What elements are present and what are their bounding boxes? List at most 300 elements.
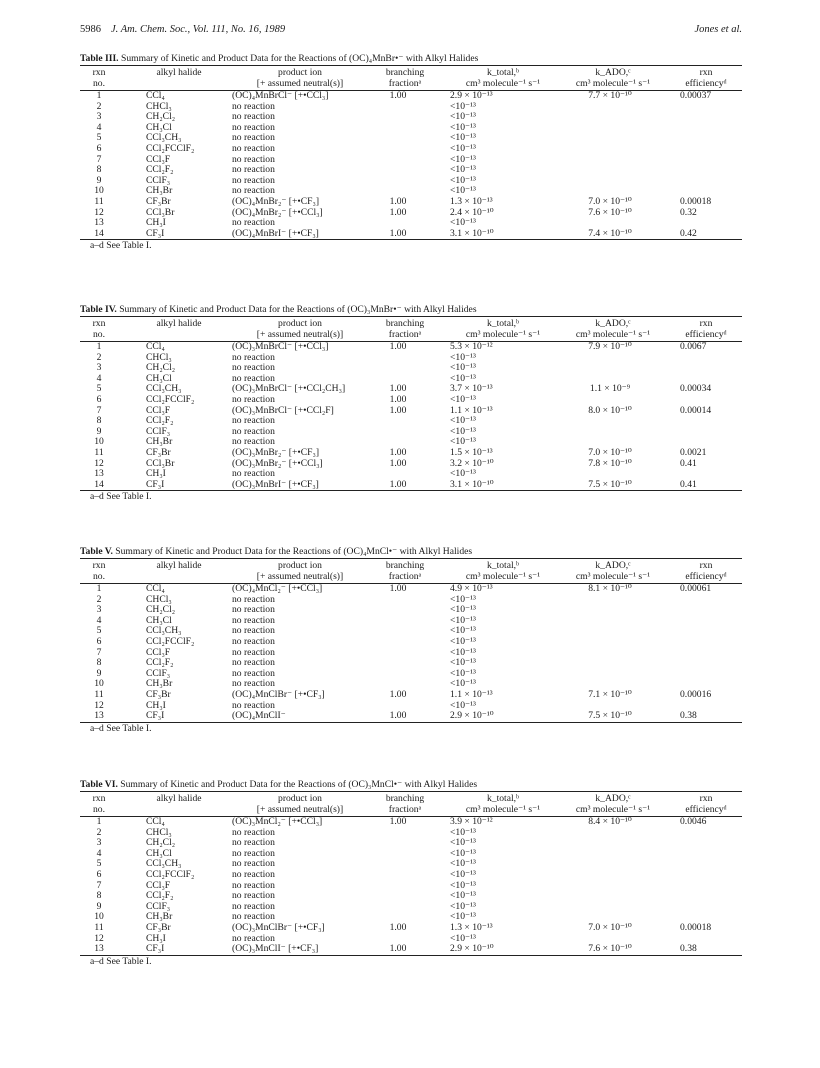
alkyl-halide-cell: CH₃Br [146, 911, 173, 923]
col-head-product-ion-line1: product ion [278, 793, 322, 804]
col-head-k-ado-line1: k_ADO,ᶜ [595, 793, 631, 804]
col-head-k-ado [558, 560, 668, 582]
alkyl-halide-cell: CHCl₃ [146, 100, 172, 112]
k-total-cell: <10⁻¹³ [450, 678, 476, 690]
rxn-no-cell: 11 [94, 688, 104, 700]
col-head-rxn-efficiency-line2: efficiencyᵈ [685, 571, 727, 582]
k-total-cell: <10⁻¹³ [450, 667, 476, 679]
rxn-efficiency-cell: 0.0046 [680, 816, 707, 827]
table-row [80, 469, 742, 480]
data-table [80, 303, 742, 503]
col-head-branching-fraction [370, 793, 440, 815]
product-ion-cell: no reaction [232, 625, 275, 637]
k-ado-cell: 7.4 × 10⁻¹⁰ [588, 227, 632, 239]
branching-fraction-cell: 1.00 [389, 383, 407, 395]
table-row [80, 870, 742, 881]
k-total-cell: <10⁻¹³ [450, 362, 476, 374]
rxn-efficiency-cell: 0.00061 [680, 583, 712, 594]
k-ado-cell: 7.5 × 10⁻¹⁰ [588, 710, 632, 722]
k-total-cell: <10⁻¹³ [450, 911, 476, 923]
alkyl-halide-cell: CH₃I [146, 699, 166, 711]
col-head-rxn-efficiency-line1: rxn [699, 67, 713, 78]
k-total-cell: <10⁻¹³ [450, 415, 476, 427]
k-total-cell: <10⁻¹³ [450, 657, 476, 669]
k-ado-cell: 8.1 × 10⁻¹⁰ [588, 583, 632, 594]
k-total-cell: 3.1 × 10⁻¹⁰ [450, 478, 494, 490]
table-caption [80, 545, 742, 558]
alkyl-halide-cell: CCl₂F₂ [146, 164, 174, 176]
k-total-cell: 1.5 × 10⁻¹³ [450, 446, 493, 458]
k-ado-cell: 7.1 × 10⁻¹⁰ [588, 688, 632, 700]
col-head-product-ion-line2: [+ assumed neutral(s)] [256, 78, 344, 89]
rxn-no-cell: 8 [96, 415, 102, 427]
rxn-efficiency-cell: 0.38 [680, 710, 697, 722]
table-row [80, 679, 742, 690]
table-row [80, 155, 742, 166]
product-ion-cell: (OC)₃MnBrCl⁻ [+•CCl₂F] [232, 404, 334, 416]
rxn-efficiency-cell: 0.41 [680, 457, 697, 469]
col-head-k-total [448, 67, 558, 89]
product-ion-cell: no reaction [232, 132, 275, 144]
rxn-no-cell: 13 [94, 710, 104, 722]
product-ion-cell: (OC)₄MnBrCl⁻ [+•CCl₃] [232, 90, 329, 101]
col-head-branching-fraction [370, 318, 440, 340]
alkyl-halide-cell: CF₃I [146, 478, 165, 490]
table-row [80, 934, 742, 945]
col-head-product-ion-line2: [+ assumed neutral(s)] [256, 329, 344, 340]
product-ion-cell: (OC)₃MnCl₂⁻ [+•CCl₃] [232, 816, 323, 827]
alkyl-halide-cell: CCl₄ [146, 816, 165, 827]
col-head-rxn-no [80, 560, 118, 582]
journal-citation: J. Am. Chem. Soc., Vol. 111, No. 16, 1989 [111, 24, 286, 35]
col-head-rxn-efficiency-line1: rxn [699, 793, 713, 804]
rxn-no-cell: 4 [96, 372, 102, 384]
col-head-rxn-no-line2: no. [93, 571, 105, 582]
k-total-cell: 4.9 × 10⁻¹³ [450, 583, 493, 594]
k-total-cell: <10⁻¹³ [450, 372, 476, 384]
table-row [80, 669, 742, 680]
table-row [80, 363, 742, 374]
data-table [80, 778, 742, 968]
rxn-no-cell: 10 [94, 678, 104, 690]
product-ion-cell: (OC)₄MnBr₂⁻ [+•CCl₃] [232, 206, 323, 218]
k-total-cell: <10⁻¹³ [450, 164, 476, 176]
alkyl-halide-cell: CClF₃ [146, 425, 171, 437]
col-head-branching-fraction-line1: branching [385, 793, 425, 804]
alkyl-halide-cell: CH₃Cl [146, 614, 172, 626]
rxn-no-cell: 5 [96, 858, 102, 870]
col-head-branching-fraction-line1: branching [385, 560, 425, 571]
rxn-no-cell: 13 [94, 468, 104, 480]
col-head-alkyl-halide [136, 793, 222, 804]
alkyl-halide-cell: CF₃Br [146, 688, 171, 700]
table-row [80, 91, 742, 102]
rxn-efficiency-cell: 0.0021 [680, 446, 707, 458]
rxn-efficiency-cell: 0.42 [680, 227, 697, 239]
table-caption [80, 303, 742, 316]
table-row [80, 229, 742, 240]
product-ion-cell: (OC)₄MnBrI⁻ [+•CF₃] [232, 227, 319, 239]
product-ion-cell: (OC)₄MnClI⁻ [232, 710, 286, 722]
k-total-cell: <10⁻¹³ [450, 111, 476, 123]
alkyl-halide-cell: CCl₃Br [146, 206, 175, 218]
alkyl-halide-cell: CF₃Br [146, 446, 171, 458]
product-ion-cell: no reaction [232, 826, 275, 838]
table-footnote: a–d See Table I. [90, 955, 152, 967]
table-row [80, 944, 742, 955]
table-row [80, 218, 742, 229]
col-head-k-total-line2: cm³ molecule⁻¹ s⁻¹ [465, 571, 541, 582]
col-head-k-ado [558, 318, 668, 340]
col-head-k-ado-line2: cm³ molecule⁻¹ s⁻¹ [575, 329, 651, 340]
k-ado-cell: 8.0 × 10⁻¹⁰ [588, 404, 632, 416]
rxn-no-cell: 14 [94, 227, 104, 239]
table-row [80, 828, 742, 839]
rxn-no-cell: 5 [96, 625, 102, 637]
table-row [80, 838, 742, 849]
k-total-cell: <10⁻¹³ [450, 436, 476, 448]
table-row [80, 342, 742, 353]
alkyl-halide-cell: CClF₃ [146, 174, 171, 186]
col-head-alkyl-halide-line2: alkyl halide [156, 67, 202, 78]
table-row [80, 197, 742, 208]
table-row [80, 648, 742, 659]
alkyl-halide-cell: CCl₃Br [146, 457, 175, 469]
rxn-no-cell: 1 [96, 816, 102, 827]
col-head-rxn-efficiency-line2: efficiencyᵈ [685, 78, 727, 89]
table-row [80, 690, 742, 701]
table-label: Table III. [80, 53, 119, 64]
col-head-product-ion-line1: product ion [278, 67, 322, 78]
col-head-rxn-no [80, 793, 118, 815]
k-total-cell: <10⁻¹³ [450, 932, 476, 944]
table-row [80, 701, 742, 712]
rxn-no-cell: 12 [94, 699, 104, 711]
table-row [80, 584, 742, 595]
rxn-efficiency-cell: 0.00016 [680, 688, 712, 700]
product-ion-cell: no reaction [232, 868, 275, 880]
k-total-cell: <10⁻¹³ [450, 625, 476, 637]
branching-fraction-cell: 1.00 [389, 943, 407, 955]
col-head-k-total-line1: k_total,ᵇ [486, 793, 519, 804]
col-head-alkyl-halide [136, 67, 222, 78]
col-head-alkyl-halide-line2: alkyl halide [156, 793, 202, 804]
k-ado-cell: 7.5 × 10⁻¹⁰ [588, 478, 632, 490]
table-row [80, 817, 742, 828]
col-head-k-total [448, 560, 558, 582]
table-row [80, 353, 742, 364]
col-head-product-ion-line2: [+ assumed neutral(s)] [256, 571, 344, 582]
alkyl-halide-cell: CCl₂FCClF₂ [146, 393, 195, 405]
alkyl-halide-cell: CCl₃CH₃ [146, 132, 182, 144]
rxn-no-cell: 6 [96, 868, 102, 880]
rxn-no-cell: 5 [96, 383, 102, 395]
alkyl-halide-cell: CCl₄ [146, 341, 165, 352]
product-ion-cell: no reaction [232, 393, 275, 405]
product-ion-cell: no reaction [232, 879, 275, 891]
col-head-k-total-line2: cm³ molecule⁻¹ s⁻¹ [465, 78, 541, 89]
col-head-product-ion-line1: product ion [278, 560, 322, 571]
branching-fraction-cell: 1.00 [389, 393, 407, 405]
alkyl-halide-cell: CHCl₃ [146, 351, 172, 363]
rxn-no-cell: 12 [94, 457, 104, 469]
table-row [80, 912, 742, 923]
product-ion-cell: no reaction [232, 121, 275, 133]
branching-fraction-cell: 1.00 [389, 921, 407, 933]
table-row [80, 459, 742, 470]
alkyl-halide-cell: CCl₃CH₃ [146, 858, 182, 870]
col-head-rxn-efficiency-line2: efficiencyᵈ [685, 804, 727, 815]
col-head-k-total [448, 793, 558, 815]
table-row [80, 658, 742, 669]
data-table [80, 545, 742, 735]
table-row [80, 437, 742, 448]
k-total-cell: 1.3 × 10⁻¹³ [450, 195, 493, 207]
k-total-cell: <10⁻¹³ [450, 826, 476, 838]
rxn-no-cell: 2 [96, 100, 102, 112]
col-head-alkyl-halide-line2: alkyl halide [156, 560, 202, 571]
col-head-alkyl-halide [136, 560, 222, 571]
rxn-no-cell: 9 [96, 174, 102, 186]
table-row [80, 406, 742, 417]
rxn-no-cell: 7 [96, 879, 102, 891]
branching-fraction-cell: 1.00 [389, 195, 407, 207]
k-ado-cell: 8.4 × 10⁻¹⁰ [588, 816, 632, 827]
k-total-cell: <10⁻¹³ [450, 699, 476, 711]
rxn-no-cell: 11 [94, 446, 104, 458]
rxn-no-cell: 12 [94, 932, 104, 944]
table-row [80, 891, 742, 902]
col-head-branching-fraction-line2: fractionᵃ [388, 78, 422, 89]
rxn-efficiency-cell: 0.41 [680, 478, 697, 490]
product-ion-cell: no reaction [232, 604, 275, 616]
col-head-branching-fraction-line2: fractionᵃ [388, 329, 422, 340]
k-total-cell: 5.3 × 10⁻¹² [450, 341, 493, 352]
product-ion-cell: (OC)₃MnBrCl⁻ [+•CCl₃] [232, 341, 329, 352]
k-total-cell: <10⁻¹³ [450, 900, 476, 912]
product-ion-cell: no reaction [232, 635, 275, 647]
k-ado-cell: 7.8 × 10⁻¹⁰ [588, 457, 632, 469]
alkyl-halide-cell: CH₂Cl₂ [146, 837, 176, 849]
product-ion-cell: no reaction [232, 667, 275, 679]
table-row [80, 637, 742, 648]
product-ion-cell: no reaction [232, 164, 275, 176]
table-footnote: a–d See Table I. [90, 240, 152, 252]
col-head-k-total-line1: k_total,ᵇ [486, 318, 519, 329]
rxn-efficiency-cell: 0.00014 [680, 404, 712, 416]
branching-fraction-cell: 1.00 [389, 206, 407, 218]
product-ion-cell: no reaction [232, 351, 275, 363]
rxn-no-cell: 8 [96, 890, 102, 902]
product-ion-cell: (OC)₃MnBr₂⁻ [+•CCl₃] [232, 457, 323, 469]
product-ion-cell: no reaction [232, 217, 275, 229]
k-total-cell: <10⁻¹³ [450, 646, 476, 658]
col-head-product-ion-line1: product ion [278, 318, 322, 329]
product-ion-cell: no reaction [232, 436, 275, 448]
alkyl-halide-cell: CCl₃F [146, 404, 171, 416]
table-row [80, 186, 742, 197]
table-label: Table V. [80, 546, 113, 557]
k-ado-cell: 1.1 × 10⁻⁹ [589, 383, 631, 395]
k-total-cell: 1.3 × 10⁻¹³ [450, 921, 493, 933]
col-head-rxn-no-line1: rxn [92, 318, 106, 329]
k-total-cell: <10⁻¹³ [450, 890, 476, 902]
table-footnote: a–d See Table I. [90, 722, 152, 734]
k-ado-cell: 7.7 × 10⁻¹⁰ [588, 90, 632, 101]
rxn-no-cell: 10 [94, 185, 104, 197]
col-head-alkyl-halide-line2: alkyl halide [156, 318, 202, 329]
k-total-cell: <10⁻¹³ [450, 393, 476, 405]
rxn-no-cell: 10 [94, 436, 104, 448]
table-label: Table IV. [80, 304, 117, 315]
product-ion-cell: no reaction [232, 142, 275, 154]
col-head-k-ado-line1: k_ADO,ᶜ [595, 67, 631, 78]
branching-fraction-cell: 1.00 [389, 478, 407, 490]
table-row [80, 605, 742, 616]
product-ion-cell: (OC)₄MnCl₂⁻ [+•CCl₃] [232, 583, 323, 594]
k-total-cell: <10⁻¹³ [450, 142, 476, 154]
col-head-rxn-no-line2: no. [93, 78, 105, 89]
rxn-no-cell: 14 [94, 478, 104, 490]
alkyl-halide-cell: CH₃Br [146, 185, 173, 197]
rxn-no-cell: 9 [96, 425, 102, 437]
product-ion-cell: no reaction [232, 415, 275, 427]
table-row [80, 448, 742, 459]
rxn-no-cell: 2 [96, 826, 102, 838]
table-row [80, 902, 742, 913]
col-head-rxn-no-line2: no. [93, 804, 105, 815]
alkyl-halide-cell: CH₃I [146, 468, 166, 480]
col-head-product-ion [230, 793, 370, 815]
k-total-cell: 2.9 × 10⁻¹⁰ [450, 710, 494, 722]
rxn-no-cell: 1 [96, 90, 102, 101]
product-ion-cell: no reaction [232, 468, 275, 480]
branching-fraction-cell: 1.00 [389, 583, 407, 594]
page-header [80, 24, 742, 40]
col-head-rxn-no-line1: rxn [92, 793, 106, 804]
col-head-k-ado [558, 793, 668, 815]
rxn-no-cell: 9 [96, 667, 102, 679]
product-ion-cell: no reaction [232, 858, 275, 870]
product-ion-cell: no reaction [232, 837, 275, 849]
table-header [80, 792, 742, 817]
rxn-no-cell: 4 [96, 121, 102, 133]
product-ion-cell: no reaction [232, 185, 275, 197]
alkyl-halide-cell: CCl₂F₂ [146, 415, 174, 427]
alkyl-halide-cell: CH₃Cl [146, 847, 172, 859]
product-ion-cell: no reaction [232, 425, 275, 437]
rxn-no-cell: 13 [94, 217, 104, 229]
product-ion-cell: no reaction [232, 153, 275, 165]
product-ion-cell: no reaction [232, 372, 275, 384]
alkyl-halide-cell: CCl₄ [146, 90, 165, 101]
rxn-no-cell: 1 [96, 583, 102, 594]
alkyl-halide-cell: CH₂Cl₂ [146, 111, 176, 123]
col-head-branching-fraction [370, 67, 440, 89]
table-row [80, 711, 742, 722]
table-row [80, 144, 742, 155]
k-total-cell: 3.9 × 10⁻¹² [450, 816, 493, 827]
branching-fraction-cell: 1.00 [389, 816, 407, 827]
alkyl-halide-cell: CH₃Cl [146, 121, 172, 133]
rxn-no-cell: 3 [96, 837, 102, 849]
alkyl-halide-cell: CCl₂F₂ [146, 890, 174, 902]
k-total-cell: <10⁻¹³ [450, 132, 476, 144]
k-ado-cell: 7.9 × 10⁻¹⁰ [588, 341, 632, 352]
alkyl-halide-cell: CClF₃ [146, 667, 171, 679]
rxn-efficiency-cell: 0.38 [680, 943, 697, 955]
rxn-no-cell: 1 [96, 341, 102, 352]
product-ion-cell: no reaction [232, 174, 275, 186]
branching-fraction-cell: 1.00 [389, 90, 407, 101]
k-total-cell: <10⁻¹³ [450, 425, 476, 437]
k-total-cell: <10⁻¹³ [450, 868, 476, 880]
col-head-rxn-efficiency [670, 318, 742, 340]
rxn-no-cell: 7 [96, 646, 102, 658]
rxn-no-cell: 11 [94, 921, 104, 933]
col-head-branching-fraction-line2: fractionᵃ [388, 804, 422, 815]
col-head-k-ado-line1: k_ADO,ᶜ [595, 560, 631, 571]
product-ion-cell: (OC)₃MnBrCl⁻ [+•CCl₂CH₃] [232, 383, 346, 395]
table-row [80, 208, 742, 219]
col-head-rxn-efficiency-line1: rxn [699, 560, 713, 571]
rxn-no-cell: 8 [96, 657, 102, 669]
k-total-cell: 3.7 × 10⁻¹³ [450, 383, 493, 395]
alkyl-halide-cell: CHCl₃ [146, 593, 172, 605]
branching-fraction-cell: 1.00 [389, 341, 407, 352]
k-total-cell: 2.9 × 10⁻¹³ [450, 90, 493, 101]
alkyl-halide-cell: CCl₂FCClF₂ [146, 635, 195, 647]
rxn-efficiency-cell: 0.00018 [680, 195, 712, 207]
alkyl-halide-cell: CH₂Cl₂ [146, 604, 176, 616]
table-row [80, 923, 742, 934]
k-total-cell: <10⁻¹³ [450, 879, 476, 891]
k-ado-cell: 7.0 × 10⁻¹⁰ [588, 446, 632, 458]
product-ion-cell: (OC)₃MnBrI⁻ [+•CF₃] [232, 478, 319, 490]
col-head-k-ado-line1: k_ADO,ᶜ [595, 318, 631, 329]
header-left [80, 24, 285, 35]
alkyl-halide-cell: CClF₃ [146, 900, 171, 912]
rxn-no-cell: 6 [96, 393, 102, 405]
col-head-branching-fraction [370, 560, 440, 582]
product-ion-cell: no reaction [232, 932, 275, 944]
rxn-no-cell: 5 [96, 132, 102, 144]
rxn-no-cell: 3 [96, 362, 102, 374]
rxn-no-cell: 2 [96, 351, 102, 363]
alkyl-halide-cell: CCl₂F₂ [146, 657, 174, 669]
alkyl-halide-cell: CCl₃CH₃ [146, 383, 182, 395]
k-total-cell: <10⁻¹³ [450, 185, 476, 197]
alkyl-halide-cell: CF₃Br [146, 195, 171, 207]
table-header [80, 559, 742, 584]
table-caption [80, 778, 742, 791]
rxn-efficiency-cell: 0.0067 [680, 341, 707, 352]
rxn-no-cell: 11 [94, 195, 104, 207]
table-row [80, 102, 742, 113]
k-ado-cell: 7.0 × 10⁻¹⁰ [588, 195, 632, 207]
k-total-cell: <10⁻¹³ [450, 174, 476, 186]
rxn-no-cell: 7 [96, 153, 102, 165]
product-ion-cell: (OC)₄MnBr₂⁻ [+•CF₃] [232, 195, 320, 207]
col-head-branching-fraction-line2: fractionᵃ [388, 571, 422, 582]
alkyl-halide-cell: CHCl₃ [146, 826, 172, 838]
col-head-k-ado [558, 67, 668, 89]
branching-fraction-cell: 1.00 [389, 688, 407, 700]
branching-fraction-cell: 1.00 [389, 404, 407, 416]
col-head-product-ion [230, 318, 370, 340]
product-ion-cell: (OC)₃MnClBr⁻ [+•CF₃] [232, 921, 325, 933]
table-title: Summary of Kinetic and Product Data for the Reactions of (OC)₃MnBr•⁻ with Alkyl Halides [119, 304, 477, 315]
